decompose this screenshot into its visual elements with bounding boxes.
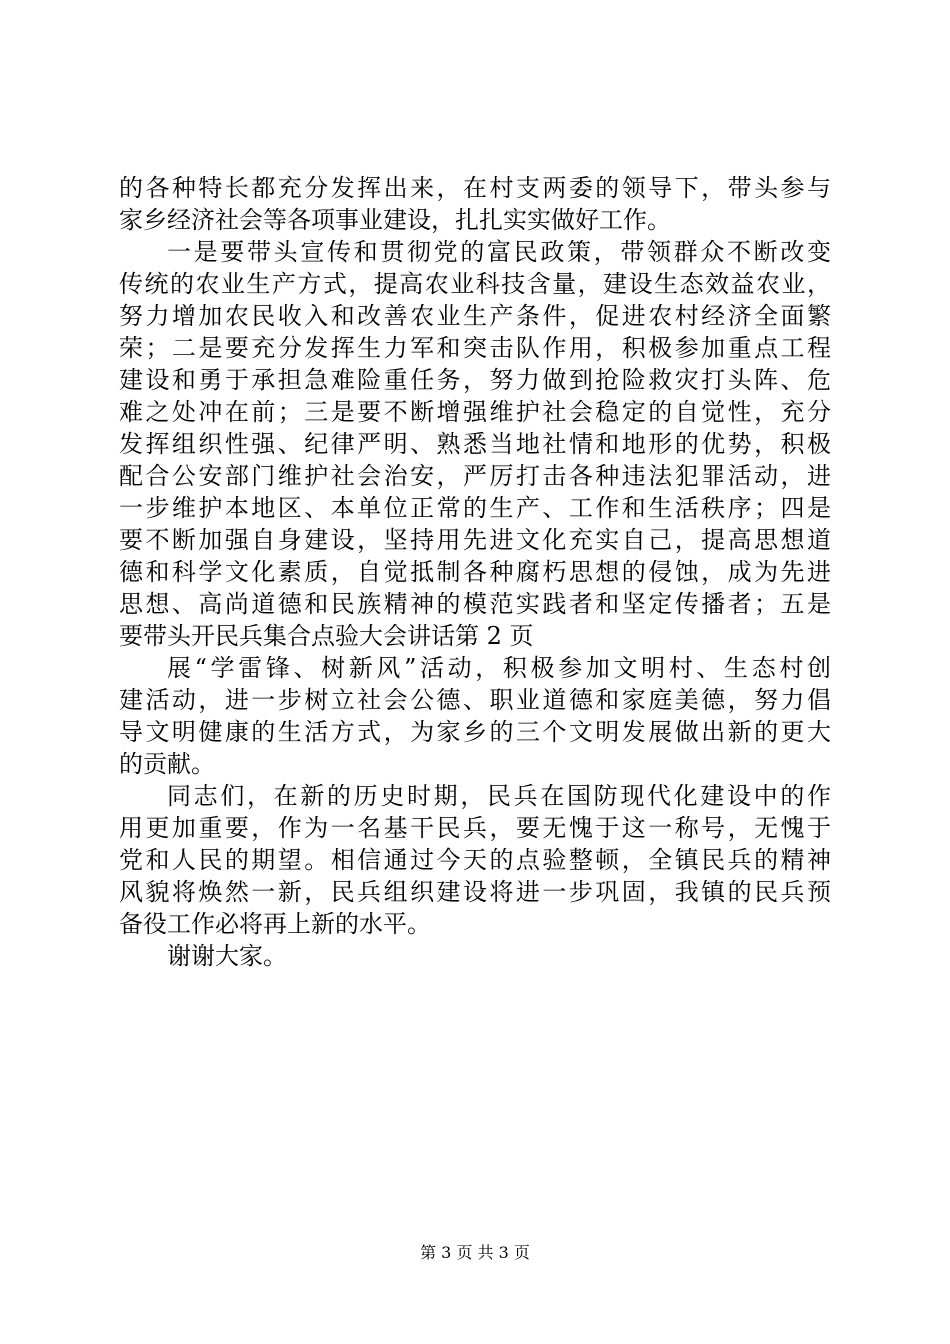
text-line: 建设和勇于承担急难险重任务，努力做到抢险救灾打头阵、危 [119,366,831,394]
text-line: 荣；二是要充分发挥生力军和突击队作用，积极参加重点工程 [119,334,831,362]
text-line: 建活动，进一步树立社会公德、职业道德和家庭美德，努力倡 [119,686,831,714]
text-line: 风貌将焕然一新，民兵组织建设将进一步巩固，我镇的民兵预 [119,878,831,906]
text-line: 要带头开民兵集合点验大会讲话第 2 页 [119,622,534,650]
text-line: 展“学雷锋、树新风”活动，积极参加文明村、生态村创 [167,654,831,682]
text-line: 传统的农业生产方式，提高农业科技含量，建设生态效益农业， [119,270,831,298]
text-line: 备役工作必将再上新的水平。 [119,910,431,938]
page-footer: 第 3 页 共 3 页 [420,1243,530,1262]
text-line: 谢谢大家。 [167,942,287,970]
text-line: 一是要带头宣传和贯彻党的富民政策，带领群众不断改变 [167,238,831,266]
text-line: 导文明健康的生活方式，为家乡的三个文明发展做出新的更大 [119,718,831,746]
text-line: 家乡经济社会等各项事业建设，扎扎实实做好工作。 [119,206,671,234]
text-line: 努力增加农民收入和改善农业生产条件，促进农村经济全面繁 [119,302,831,330]
text-line: 德和科学文化素质，自觉抵制各种腐朽思想的侵蚀，成为先进 [119,558,831,586]
text-line: 一步维护本地区、本单位正常的生产、工作和生活秩序；四是 [119,494,831,522]
text-line: 用更加重要，作为一名基干民兵，要无愧于这一称号，无愧于 [119,814,831,842]
document-body [119,172,831,972]
text-line: 党和人民的期望。相信通过今天的点验整顿，全镇民兵的精神 [119,846,831,874]
text-line: 同志们，在新的历史时期，民兵在国防现代化建设中的作 [167,782,831,810]
text-line: 配合公安部门维护社会治安，严厉打击各种违法犯罪活动，进 [119,462,831,490]
text-line: 的贡献。 [119,750,215,778]
text-line: 发挥组织性强、纪律严明、熟悉当地社情和地形的优势，积极 [119,430,831,458]
text-line: 的各种特长都充分发挥出来，在村支两委的领导下，带头参与 [119,174,831,202]
text-line: 要不断加强自身建设，坚持用先进文化充实自己，提高思想道 [119,526,831,554]
text-line: 思想、高尚道德和民族精神的模范实践者和坚定传播者；五是 [119,590,831,618]
text-line: 难之处冲在前；三是要不断增强维护社会稳定的自觉性，充分 [119,398,831,426]
